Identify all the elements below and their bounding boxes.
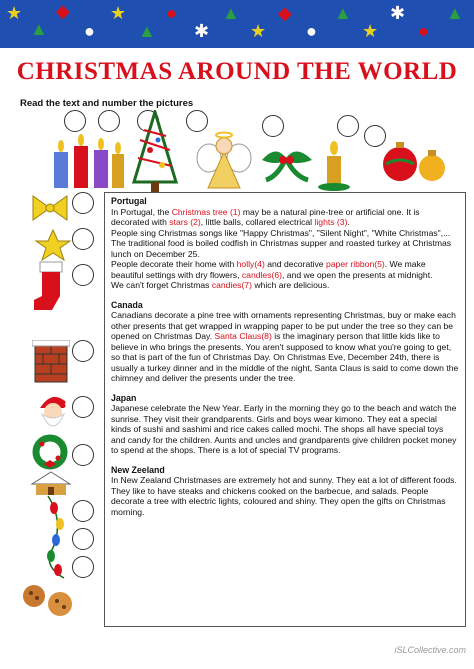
answer-circle[interactable] (72, 264, 94, 286)
answer-circle[interactable] (72, 556, 94, 578)
baubles-icon (380, 134, 450, 190)
vocabulary-term: paper ribbon(5) (325, 259, 385, 269)
answer-circle[interactable] (72, 500, 94, 522)
star-icon: ★ (6, 3, 23, 23)
text-run: Canadians decorate a pine tree with ornaments representing Christmas, buy or make each other presents that get wrapped in wrapping paper to be put under the tree so they can be opened on Christmas Day. (111, 310, 456, 341)
star-icon: ★ (362, 21, 379, 41)
footer-watermark: iSLCollective.com (394, 645, 466, 655)
star-icon: ★ (110, 3, 127, 23)
answer-circle[interactable] (72, 192, 94, 214)
reading-text (104, 192, 466, 627)
lights-icon (44, 494, 70, 580)
paragraph: The traditional food is boiled codfish in Christmas supper and roasted turkey at Christmas lunch on December 25. (111, 238, 452, 259)
section-heading: Canada (111, 299, 143, 310)
christmas-banner (0, 0, 474, 48)
paragraph (111, 207, 459, 228)
text-run: and decorative (264, 259, 326, 269)
ornament-icon: ● (418, 21, 429, 41)
house-icon (30, 470, 72, 496)
vocabulary-term: candles(6) (241, 269, 282, 280)
ornament-icon: ● (166, 3, 177, 23)
christmas-tree-icon (130, 110, 180, 194)
wreath-icon (28, 434, 72, 470)
answer-circle[interactable] (337, 115, 359, 137)
candles-icon (50, 132, 130, 192)
chimney-icon (32, 340, 70, 384)
answer-circle[interactable] (72, 528, 94, 550)
text-run: , little balls, collared electrical (200, 217, 315, 227)
section-heading: Japan (111, 392, 137, 403)
star-icon (33, 228, 73, 262)
text-run: . We make beautiful settings with dry flowers, (111, 259, 426, 280)
santa-hat-icon: ◆ (56, 1, 70, 21)
answer-circle[interactable] (72, 228, 94, 250)
instructions: Read the text and number the pictures (20, 98, 194, 109)
vocabulary-term: lights (3) (314, 217, 348, 227)
santa-hat-icon: ◆ (278, 3, 292, 23)
angel-icon (196, 130, 252, 192)
section-japan (111, 393, 459, 456)
santa-claus-icon (34, 392, 72, 436)
snowflake-icon: ✱ (194, 21, 210, 41)
paragraph: People sing Christmas songs like "Happy Christmas", "Silent Night", "White Christmas",... (111, 227, 451, 238)
candies-icon (20, 582, 78, 618)
text-run: We can't forget Christmas (111, 280, 212, 290)
text-run: In Portugal, the (111, 206, 172, 217)
stocking-icon (30, 258, 70, 316)
section-new-zealand (111, 465, 459, 518)
vocabulary-term: candies(7) (211, 280, 252, 290)
section-heading: Portugal (111, 196, 147, 206)
tree-icon: ▲ (334, 3, 352, 23)
tree-icon: ▲ (446, 3, 464, 23)
paragraph: Japanese celebrate the New Year. Early in the morning they go to the beach and watch the sunrise. They visit their grandparents. Girls and boys wear kimono. They eat a special kinds of sushi and sashimi and rice cakes called mochi. The shops all have special toys and candy for the children. Aunts and uncles and grandparents give children pocket money to spend at the shops. There is a lot of special TV programs. (111, 403, 457, 455)
tree-icon: ▲ (30, 19, 48, 39)
vocabulary-term: Santa Claus(8) (214, 331, 272, 341)
section-canada (111, 300, 459, 384)
text-run: may be a natural pine-tree or artificial one. It is decorated with (111, 206, 420, 227)
tree-icon: ▲ (222, 3, 240, 23)
tree-icon: ▲ (138, 21, 156, 41)
paragraph (111, 259, 459, 280)
paragraph: In New Zealand Christmases are extremely hot and sunny. They eat a lot of different foods. They like to have steaks and chickens cooked on the barbecue, and salads. People decorate a tree with electric lights, coloured and shiny. They open the gifts on Christmas morning. (111, 475, 457, 517)
answer-circle[interactable] (64, 110, 86, 132)
answer-circle[interactable] (186, 110, 208, 132)
snowflake-icon: ✱ (390, 3, 406, 23)
text-run: which are delicious. (251, 280, 330, 290)
paragraph (111, 280, 459, 291)
ribbon-bow-icon (30, 192, 70, 226)
section-heading: New Zeeland (111, 464, 165, 475)
vocabulary-term: holly(4) (236, 259, 265, 269)
paragraph (111, 310, 459, 384)
answer-circle[interactable] (72, 444, 94, 466)
candle-icon (316, 140, 352, 192)
page-title: CHRISTMAS AROUND THE WORLD (16, 58, 458, 85)
answer-circle[interactable] (72, 340, 94, 362)
vocabulary-term: stars (2) (169, 217, 201, 227)
answer-circle[interactable] (98, 110, 120, 132)
section-portugal (111, 196, 459, 291)
answer-circle[interactable] (72, 396, 94, 418)
text-run: . (347, 217, 350, 227)
vocabulary-term: Christmas tree (1) (171, 206, 241, 217)
text-run: People decorate their home with (111, 259, 237, 269)
holly-icon (258, 130, 316, 186)
text-run: , and we open the presents at midnight. (282, 269, 433, 280)
snowman-icon: ● (306, 21, 317, 41)
star-icon: ★ (250, 21, 267, 41)
text-run: is the imaginary person that little kids like to believe in who brings the presents. You aren't supposed to know what you're going to get, so that is part of the fun of Christmas Day. On Christmas Eve, December 24th, there is usually a turkey dinner and in the middle of the night, Santa Claus is said to come down the chimney and deliver the presents under the tree. (111, 331, 459, 383)
snowman-icon: ● (84, 21, 95, 41)
